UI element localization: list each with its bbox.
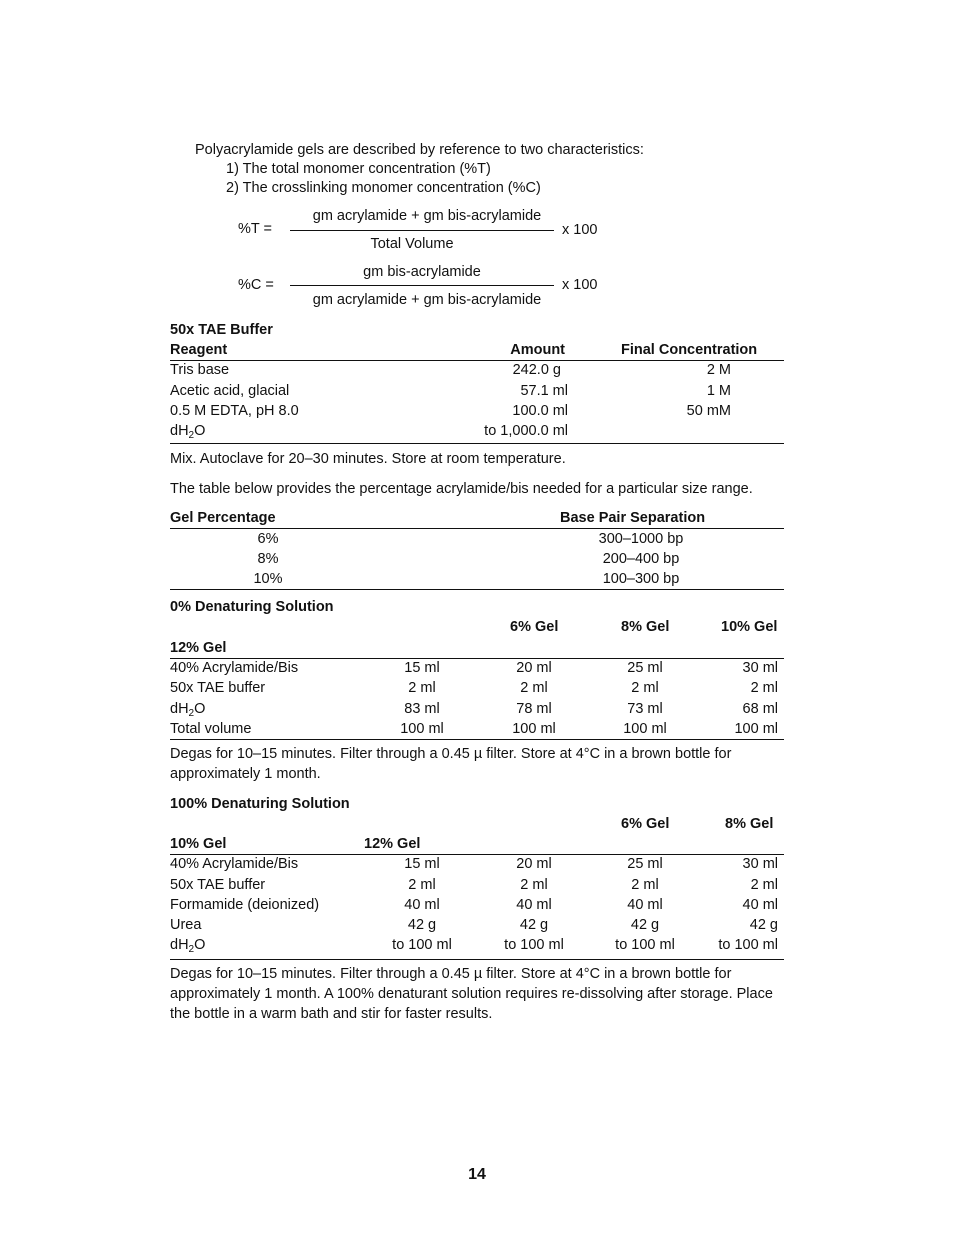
full-denat-header-2: 8% Gel bbox=[725, 816, 774, 832]
zero-denat-value: 2 ml bbox=[520, 680, 548, 696]
zero-denat-label: Total volume bbox=[170, 721, 252, 737]
zero-denat-header-3: 10% Gel bbox=[721, 619, 778, 635]
formula-c-multiplier: x 100 bbox=[562, 277, 598, 293]
full-denat-value: 40 ml bbox=[516, 897, 552, 913]
full-denat-header-4: 12% Gel bbox=[364, 836, 421, 852]
tae-title: 50x TAE Buffer bbox=[170, 322, 273, 338]
size-header-gel: Gel Percentage bbox=[170, 510, 276, 526]
tae-bottom-rule bbox=[170, 443, 784, 444]
zero-denat-header-2: 8% Gel bbox=[621, 619, 670, 635]
zero-denat-value: 100 ml bbox=[734, 721, 778, 737]
tae-header-reagent: Reagent bbox=[170, 342, 228, 358]
full-denat-label: 50x TAE buffer bbox=[170, 877, 266, 893]
full-denat-note: approximately 1 month. A 100% denaturant solution requires re-dissolving after storage. Place bbox=[170, 986, 773, 1002]
full-denat-value: to 100 ml bbox=[392, 937, 452, 953]
zero-denat-note: Degas for 10–15 minutes. Filter through a 0.45 µ filter. Store at 4°C in a brown bottle for bbox=[170, 746, 732, 762]
tae-amount: 242.0 g bbox=[512, 362, 561, 378]
full-denat-value: 25 ml bbox=[627, 856, 663, 872]
tae-reagent: Acetic acid, glacial bbox=[170, 383, 290, 399]
full-denat-label: Formamide (deionized) bbox=[170, 897, 320, 913]
full-denat-value: 40 ml bbox=[742, 897, 778, 913]
size-bp: 300–1000 bp bbox=[598, 531, 684, 547]
full-denat-value: 2 ml bbox=[631, 877, 659, 893]
size-gel: 10% bbox=[253, 571, 283, 587]
tae-final: 50 mM bbox=[686, 403, 731, 419]
formula-c-lhs: %C = bbox=[238, 277, 274, 293]
formula-t-fraction-bar bbox=[290, 230, 554, 231]
full-denat-note: Degas for 10–15 minutes. Filter through a 0.45 µ filter. Store at 4°C in a brown bottle for bbox=[170, 966, 732, 982]
intro-text: Polyacrylamide gels are described by reference to two characteristics: bbox=[195, 142, 644, 158]
size-header-bp: Base Pair Separation bbox=[560, 510, 706, 526]
full-denat-value: 2 ml bbox=[408, 877, 436, 893]
size-bp: 100–300 bp bbox=[602, 571, 680, 587]
full-denat-label: 40% Acrylamide/Bis bbox=[170, 856, 299, 872]
full-denat-value: to 100 ml bbox=[615, 937, 675, 953]
size-gel: 6% bbox=[257, 531, 279, 547]
zero-denat-value: 100 ml bbox=[400, 721, 444, 737]
tae-final: 2 M bbox=[706, 362, 731, 378]
full-denat-bottom-rule bbox=[170, 959, 784, 960]
size-bottom-rule bbox=[170, 589, 784, 590]
zero-denat-title: 0% Denaturing Solution bbox=[170, 599, 334, 615]
tae-reagent: 0.5 M EDTA, pH 8.0 bbox=[170, 403, 299, 419]
size-header-rule bbox=[170, 528, 784, 529]
zero-denat-value: 2 ml bbox=[750, 680, 778, 696]
zero-denat-header-4: 12% Gel bbox=[170, 640, 227, 656]
size-intro: The table below provides the percentage acrylamide/bis needed for a particular size range. bbox=[170, 481, 753, 497]
zero-denat-value: 30 ml bbox=[742, 660, 778, 676]
formula-t-lhs: %T = bbox=[238, 221, 272, 237]
size-bp: 200–400 bp bbox=[602, 551, 680, 567]
full-denat-label: $dH_2O$ bbox=[170, 937, 206, 955]
full-denat-title: 100% Denaturing Solution bbox=[170, 796, 350, 812]
full-denat-value: 42 g bbox=[519, 917, 549, 933]
zero-denat-value: 83 ml bbox=[404, 701, 440, 717]
full-denat-header-3: 10% Gel bbox=[170, 836, 227, 852]
full-denat-value: 40 ml bbox=[627, 897, 663, 913]
full-denat-value: 42 g bbox=[630, 917, 660, 933]
full-denat-value: to 100 ml bbox=[504, 937, 564, 953]
formula-t-multiplier: x 100 bbox=[562, 222, 598, 238]
zero-denat-value: 68 ml bbox=[742, 701, 778, 717]
zero-denat-value: 2 ml bbox=[631, 680, 659, 696]
formula-t-denominator: Total Volume bbox=[370, 236, 454, 252]
full-denat-header-1: 6% Gel bbox=[621, 816, 670, 832]
zero-denat-value: 2 ml bbox=[408, 680, 436, 696]
tae-amount: 100.0 ml bbox=[512, 403, 568, 419]
zero-denat-header-1: 6% Gel bbox=[510, 619, 559, 635]
intro-item-2: 2) The crosslinking monomer concentration (%C) bbox=[226, 180, 541, 196]
full-denat-value: 20 ml bbox=[516, 856, 552, 872]
tae-header-final: Final Concentration bbox=[621, 342, 758, 358]
tae-final: 1 M bbox=[706, 383, 731, 399]
full-denat-value: 42 g bbox=[749, 917, 778, 933]
full-denat-value: 15 ml bbox=[404, 856, 440, 872]
zero-denat-value: 20 ml bbox=[516, 660, 552, 676]
size-gel: 8% bbox=[257, 551, 279, 567]
zero-denat-label: 50x TAE buffer bbox=[170, 680, 266, 696]
zero-denat-value: 100 ml bbox=[623, 721, 667, 737]
full-denat-note: the bottle in a warm bath and stir for faster results. bbox=[170, 1006, 493, 1022]
full-denat-value: 42 g bbox=[407, 917, 437, 933]
zero-denat-value: 25 ml bbox=[627, 660, 663, 676]
formula-c-denominator: gm acrylamide + gm bis-acrylamide bbox=[312, 292, 542, 308]
formula-c-fraction-bar bbox=[290, 285, 554, 286]
full-denat-value: 2 ml bbox=[750, 877, 778, 893]
zero-denat-label: 40% Acrylamide/Bis bbox=[170, 660, 299, 676]
zero-denat-note: approximately 1 month. bbox=[170, 766, 321, 782]
formula-t-numerator: gm acrylamide + gm bis-acrylamide bbox=[312, 208, 542, 224]
tae-reagent: $dH_2O$ bbox=[170, 423, 206, 441]
full-denat-value: to 100 ml bbox=[718, 937, 778, 953]
full-denat-value: 2 ml bbox=[520, 877, 548, 893]
page-number: 14 bbox=[468, 1166, 486, 1183]
full-denat-value: 40 ml bbox=[404, 897, 440, 913]
full-denat-label: Urea bbox=[170, 917, 202, 933]
zero-denat-value: 100 ml bbox=[512, 721, 556, 737]
tae-amount: to 1,000.0 ml bbox=[484, 423, 568, 439]
zero-denat-bottom-rule bbox=[170, 739, 784, 740]
formula-c-numerator: gm bis-acrylamide bbox=[363, 264, 481, 280]
tae-note: Mix. Autoclave for 20–30 minutes. Store at room temperature. bbox=[170, 451, 566, 467]
zero-denat-label: $dH_2O$ bbox=[170, 701, 206, 719]
tae-header-amount: Amount bbox=[510, 342, 565, 358]
zero-denat-value: 73 ml bbox=[627, 701, 663, 717]
full-denat-value: 30 ml bbox=[742, 856, 778, 872]
tae-reagent: Tris base bbox=[170, 362, 230, 378]
intro-item-1: 1) The total monomer concentration (%T) bbox=[226, 161, 491, 177]
zero-denat-value: 78 ml bbox=[516, 701, 552, 717]
zero-denat-value: 15 ml bbox=[404, 660, 440, 676]
tae-amount: 57.1 ml bbox=[520, 383, 568, 399]
